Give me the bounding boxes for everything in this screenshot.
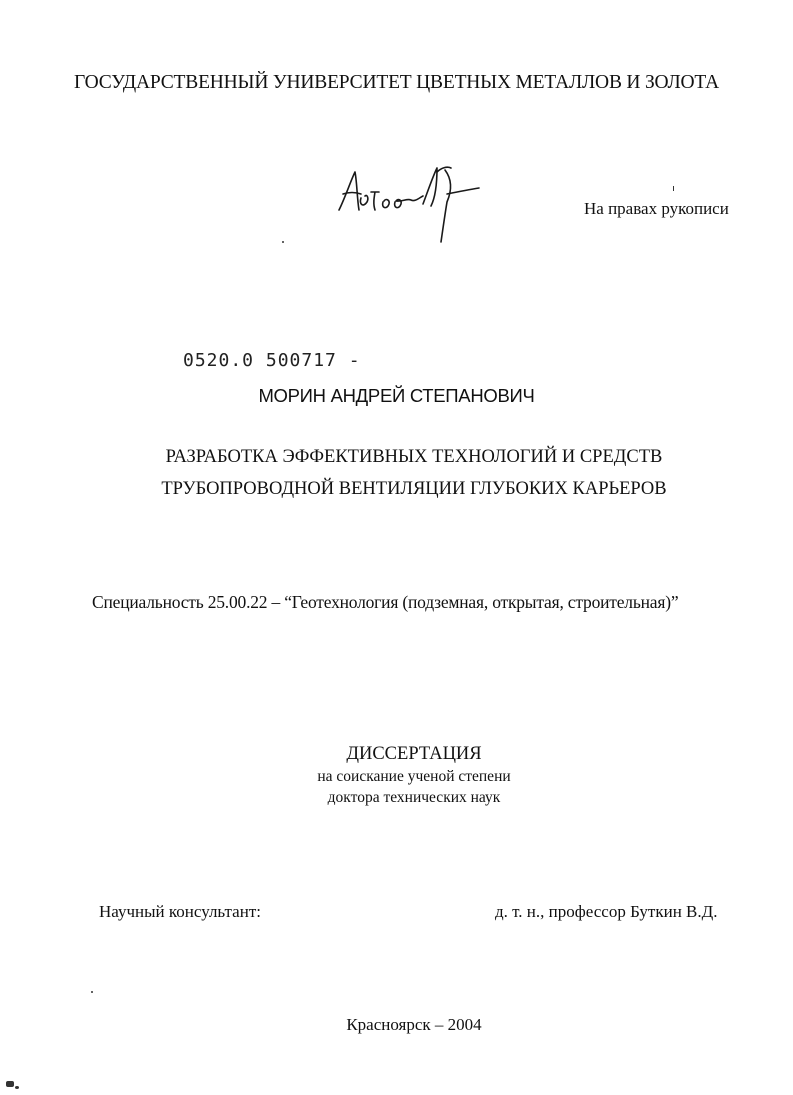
specialty-line: Специальность 25.00.22 – “Геотехнология (подземная, открытая, строительная)” (92, 592, 679, 612)
scan-speck (91, 991, 93, 993)
dissertation-title-line-2: ТРУБОПРОВОДНОЙ ВЕНТИЛЯЦИИ ГЛУБОКИХ КАРЬЕРОВ (161, 479, 667, 499)
dissertation-type-heading: ДИССЕРТАЦИЯ (346, 744, 482, 764)
advisor-label: Научный консультант: (99, 902, 261, 921)
scan-speck (6, 1081, 14, 1087)
city-and-year: Красноярск – 2004 (346, 1015, 482, 1034)
author-name: МОРИН АНДРЕЙ СТЕПАНОВИЧ (258, 385, 535, 406)
manuscript-rights-note: На правах рукописи (584, 199, 729, 218)
catalog-number-stamp: 0520.0 500717 - (183, 350, 361, 371)
university-name: ГОСУДАРСТВЕННЫЙ УНИВЕРСИТЕТ ЦВЕТНЫХ МЕТАЛЛОВ И ЗОЛОТА (73, 72, 719, 93)
dissertation-title-line-1: РАЗРАБОТКА ЭФФЕКТИВНЫХ ТЕХНОЛОГИЙ И СРЕДСТВ (165, 447, 663, 467)
scan-speck (15, 1086, 19, 1089)
scan-speck (282, 241, 284, 243)
handwritten-signature (333, 158, 493, 248)
scan-speck (673, 186, 674, 191)
degree-line-2: доктора технических наук (327, 789, 501, 806)
advisor-name: д. т. н., профессор Буткин В.Д. (495, 902, 718, 921)
degree-line-1: на соискание ученой степени (317, 768, 511, 785)
